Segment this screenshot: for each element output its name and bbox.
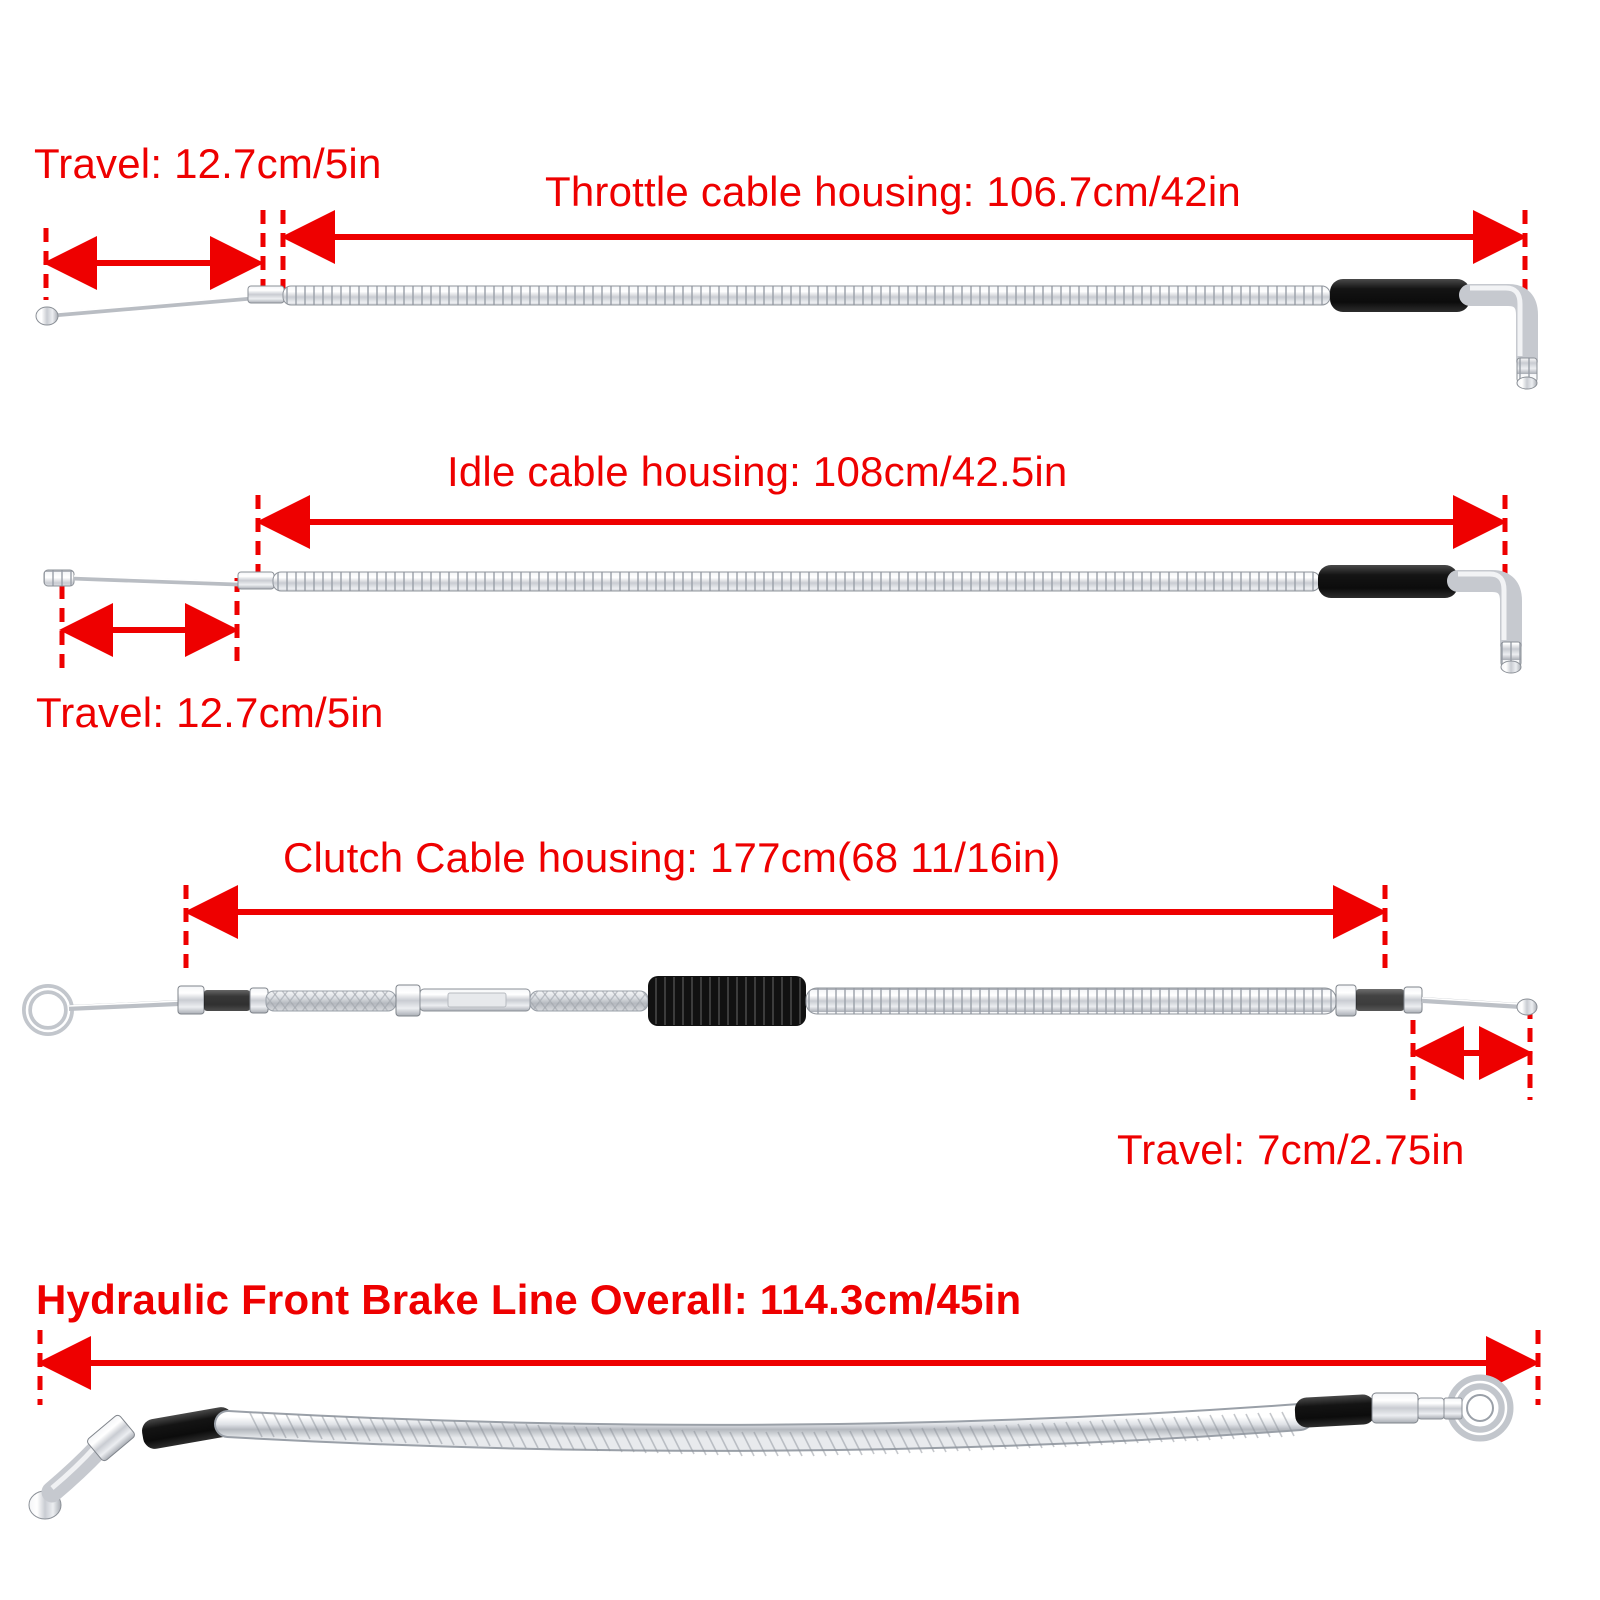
throttle-housing-label: Throttle cable housing: 106.7cm/42in	[545, 168, 1241, 215]
clutch-housing-label: Clutch Cable housing: 177cm(68 11/16in)	[283, 834, 1061, 881]
idle-travel-label: Travel: 12.7cm/5in	[36, 689, 384, 736]
clutch-cable-group	[27, 885, 1537, 1100]
throttle-cable-group	[36, 210, 1537, 389]
brake-line-group	[29, 1330, 1538, 1519]
clutch-travel-label: Travel: 7cm/2.75in	[1117, 1126, 1465, 1173]
brake-line-label: Hydraulic Front Brake Line Overall: 114.3cm/45in	[36, 1276, 1022, 1323]
idle-cable-group	[44, 495, 1521, 673]
throttle-travel-label: Travel: 12.7cm/5in	[34, 140, 382, 187]
idle-housing-label: Idle cable housing: 108cm/42.5in	[447, 448, 1068, 495]
